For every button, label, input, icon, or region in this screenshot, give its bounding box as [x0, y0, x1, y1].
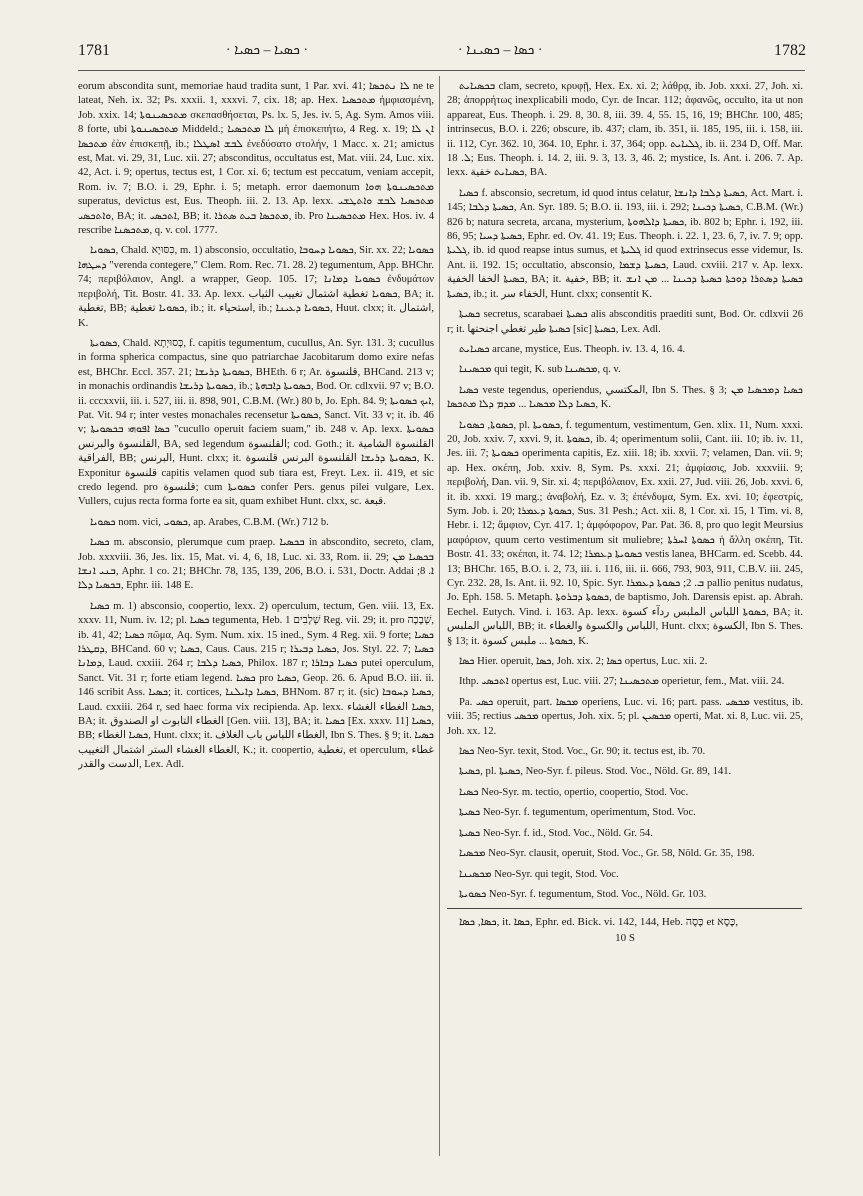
- entry-kesuya-vicus: ܟܣܘܝܐ nom. vici, ܟܣܘܝ, ap. Arabes, C.B.M. (Wr.) 712 b.: [90, 516, 329, 528]
- page-header: [78, 40, 805, 70]
- entry-kesuta-vestimentum: ܟܣܘܬܐ, ܟܣܘܝܐ, pl. ܟܣܘܝܬܐ, f. tegumentum, vestimentum, Gen. xlix. 11, Num. xxxi. 20, Job. xxiv. 7, xxvi. 9, it. ܟܣܘܬܐ, ib. 4; operimentum solii, Cant. iii. 10; ib. iv. 11, Jes. iii. 7; ܟܣܘܝܬܐ operimenta capitis, Ez. xiii. 18; ib. xxvii. 7; velamen, Dan. vii. 9; ap. Hex. σκέπη, Job. xxiv. 8, Sym. Ps. xxxi. 21; ἀμφίασις, Job. xxxviii. 9; περιβολή, Dan. vii. 9, Sir. xi. 4; περιβόλαιον, Ex. xxii. 27, Jud. viii. 26, Job. xxvi. 6, it. ib. xxxi. 19 marg.; ἀναβολή, Ez. v. 3; ἐπένδυμα, Sym. Ex. xvi. 10; ἐφεστρίς, Sym. Job. i. 20; ܟܣܘܬܐ ܕܥܡܪܐ, Sus. 31 Pesh.; Act. xii. 8, 1 Cor. xi. 15, 1 Tim. vi. 8, Hebr. i. 12; ἄμφιον, Cyr. 417. 1; ἀμφόφορον, Par. Pat. 36. 8, pro quo legit Meursius μαφόριον, quum certo vestimentum sit muliebre; ܟܣܘܬܐ ܐܚܪܬܐ ἡ ἄλλη σκέπη, Tit. Bostr. 41. 33; σκέπαι, it. 74. 12; ܟܣܘܝܬܐ ܕܥܡܪܐ vestis lanea, BHCarm. ed. Scebb. 44. 13; BHChr. 165, B.O. i. 2, 73, iii. i. 116, iii. ii. 666, 793, 903, 911, C.B.V. iii. 245, Cyr. 232. 28, Is. Ant. ii. 92. 10, Spic. Syr. ܒ. 2; ܟܣܘܬܐ ܕܥܡܪܐ pallio penitus nudatus, Jo. Eph. 158. 5. Metaph. ܟܣܘܬܐ ܕܒܪܘܬܐ, de baptismo, Joh. Darensis epist. ap. Abrah. Eechel. Eutych. Vind. i. 163. Ap. lexx. ܟܣܘܬܐ اللباس الملبس ردآء كسوة, BA; it. اللباس الملبس, BB; it. اللباس والكسوة والغطاء, Hunt. clxx; الكسوة, Ibn S. Thes. § 13; it. ܟܣܘܬܐ ... ملبس كسوة, K.: [447, 419, 803, 647]
- page-number-right: 1782: [774, 42, 806, 59]
- header-right: [448, 40, 806, 70]
- header-rule: [78, 70, 805, 71]
- left-column: [78, 80, 434, 1156]
- entry-continuation: eorum abscondita sunt, memoriae haud tradita sunt, 1 Par. xvi. 41; ܠܐ ܢܬܟܣܐ ne te lateat, Neh. ix. 32; Ps. xxxii. 1, xxxvi. 7, cix. 18; ap. Hex. ܡܬܟܣܝܐ ἠμφιασμένη, Job. xxix. 14; ܡܬܟܣܝܢܘܬܐ σκεπασθήσεται, Ps. lx. 5, Jes. iv. 5, Ag. Sym. Amos viii. 8 forte, ubi ܡܬܟܣܝܢܘܬܐ Middeld.; ܠܐ ܡܬܟܣܝܐ μὴ ἐπισκεπήτω, 4 Reg. x. 19; ܐܢ ܠܐ ܡܬܟܣܐ ἐὰν ἐπισκεπῇ, ib.; ܠܒܫ ܐܣܛܠܐ ἐνεδύσατο στολήν, 1 Macc. x. 21; amictus est, Mat. vi. 29, 31, Luc. xii. 27; absconditus, occultatus est, Mat. viii. 24, Luc. xix. 42, Act. i. 9; opertus, tectus est, 1 Cor. xi. 6; tectum est peccatum, veniam accepit, Rom. iv. 7; B.O. i. 29, Ephr. i. 5; metaph. error daemonum ܡܬܟܣܝܢܘܬܐ ܗܘܐ superatus, devictus est, Eus. Theoph. iii. 2. 13. Ap. lexx. ܡܬܟܣܝܐ ܠܒܫ ܘܐܬܛܫܝ ܘܐܬܟܣܝ, BA; it. ܐܬܟܣܝ, BB; it. ܡܬܟܣܐ ܒܝܬ ܣܬܪܐ, ib. Pro ܡܬܟܣܝܢܐ Hex. Hos. iv. 4 rescribe ܡܬܟܣܢܐ, q. v. col. 1777.: [78, 81, 434, 237]
- running-head-right: · ܟܣܐ – ܟܣܝܢܐ ·: [458, 43, 543, 58]
- footer-rule: [447, 908, 802, 909]
- entry-neosyr-tegumentum: ܟܣܝܬܐ Neo-Syr. f. tegumentum, operimentum, Stod. Voc.: [459, 807, 696, 819]
- signature-mark: 10 S: [615, 932, 635, 945]
- entry-neosyr-tectio: ܟܣܝܐ Neo-Syr. m. tectio, opertio, coopertio, Stod. Voc.: [459, 786, 689, 798]
- entry-kesya-tegendus: ܟܣܝܐ veste tegendus, operiendus, المكتسي, Ibn S. Thes. § 3; ܟܣܝܐ ܕܡܟܣܝܐ ܡܢ ܟܣܝܐ ܕܠܐ ܡܟܣܝܐ ... ܡܕܡ ܕܠܐ ܡܬܟܣܐ, K.: [447, 384, 803, 411]
- entry-neosyr-texit: ܟܣܐ Neo-Syr. texit, Stod. Voc., Gr. 90; it. tectus est, ib. 70.: [459, 746, 706, 758]
- entry-kesya-operculum: ܟܣܝܐ m. 1) absconsio, coopertio, lexx. 2) operculum, tectum, Gen. viii. 13, Ex. xxxv. 11, Num. iv. 12; pl. ܟܣܝܐ tegumenta, Heb. שְׁלָבִים 1 Reg. vii. 29; it. pro שְׁבָכָה, ib. 41, 42; ܟܣܝܐ πῶμα, Aq. Sym. Num. xix. 15 ined., Sym. 4 Reg. xii. 9 forte; ܟܣܝܐ ܕܩܛܪܐ, BHCand. 60 v; ܟܣܝܐ, Caus. Caus. 215 r; ܟܣܝܐ ܕܒܝܪܐ, Jos. Styl. 22. 7; ܟܣܝܐ ܕܡܐܢܐ, Laud. cxxiii. 264 r; ܟܣܝܐ ܕܠܒܐ, Philox. 187 r; ܟܣܝܐ ܕܒܐܪܐ putei operculum, Sanct. Vit. 31 r; forte etiam legend. ܟܣܝܐ pro ܟܣܝܐ, Geop. 26. 6. Apud B.O. iii. ii. 146 scribit Ass. ܟܣܝܐ; it. cortices, ܟܣܝܐ ܕܐܝܠܢܐ, BHNom. 87 r; it. (sic) ܟܣܝܐ ܕܚܘܒܐ, Laud. cxxiii. 264 r, sed haec forma vix recipienda. Ap. lexx. ܟܣܝܐ الغطاء الغشاء, BA; it. الغطاء التابوت او الصندوق [Gen. viii. 13], BA; it. ܟܣܝܐ [Ex. xxxv. 11] ܟܣܝܐ, BB; ܟܣܝܐ الغطاء, Hunt. clxx; it. الغطاء اللباس باب الغلاف, Ibn S. Thes. § 9; it. ܟܣܝܐ الغطاء الغشاء الستر اشتمال التغييب, K.; it. coopertio, تغطية, et operculum, غطاء الدست والقدر, Lex. Adl.: [78, 600, 434, 771]
- header-left: [78, 40, 436, 70]
- entry-neosyr-clausit: ܡܟܣܝܐ Neo-Syr. clausit, operuit, Stod. Voc., Gr. 58, Nöld. Gr. 35, 198.: [459, 848, 755, 860]
- footer-entry: ܟܣܐ, ܟܣܐ, it. ܟܣܐ, Ephr. ed. Bick. vi. 142, 144, Heb. כֶּסֶה et כֶּסֶא,: [459, 916, 739, 929]
- entry-kesuyta: ܟܣܘܝܬܐ, Chald. כְּסוּיְתָא, f. capitis tegumentum, cucullus, An. Syr. 131. 3; cucullus in forma spherica compactus, sine quo patriarchae Jacobitarum domo exire nefas est, BHChr. Eccl. 357. 21; ܟܣܘܝܬܐ ܕܪܝܫܐ, BHEth. 6 r; Ar. قلنسوة, BHCand. 213 v; in monachis ordinandis ܟܣܘܝܬܐ ܕܪܝܫܐ, ib.; ܟܣܘܝܬܐ ܕܐܒܗܬܐ, Bod. Or. cdlxvii. 97 v; B.O. ii. cccxxvii, iii. i. 527, iii. ii. 898, 901, C.B.M. (Wr.) 80 b, Jo. Eph. 84. 9; ܐܝܟ ܟܣܘܝܬܐ, Pat. Vit. 94 r; inter vestes monachales recensetur ܟܣܘܝܬܐ, Sanct. Vit. 33 v; it. ib. 46 v; ܟܣܐ ܐܦܘܗܝ ܒܟܣܘܝܬܐ "cucullo operuit faciem suam," ib. 248 v. Ap. lexx. ܟܣܘܝܬܐ القلنسوة والبرنس, BA, sed legendum القلنسوة; cod. Goth.; it. القلنسوة الشامية الفراقية, BB; البرنس, Hunt. clxx; it. ܟܣܘܝܬܐ ܕܪܝܫܐ القلنسوة البرنس قلنسوة, K. Exponitur قلنسوة capitis velamen quod sub tiara est, Freyt. Lex. ii. 419, et sic credo legend. pro قلنسوة; cum ܟܣܘܝܬܐ confer Pers. genus pilei vulgare, Lex. Vullers, cujus recta forma forte ea sit, quam exhibet Hunt. clxx, sc. قبعة.: [78, 337, 434, 508]
- entry-kesyta-secretus: ܟܣܝܬܐ secretus, scarabaei ܟܣܝܬܐ alis absconditis praediti sunt, Bod. Or. cdlxvii 26 r; it. ܟܣܝܬܐ طير تغطي اجنحتها [sic] ܟܣܝܬܐ, Lex. Adl.: [447, 309, 803, 335]
- entry-kesyait-arcane: ܟܣܝܐܝܬ arcane, mystice, Eus. Theoph. iv. 13. 4, 16. 4.: [459, 343, 686, 355]
- entry-pa: Pa. ܟܣܝ operuit, part. ܡܟܣܐ operiens, Luc. vi. 16; part. pass. ܡܟܣܝ vestitus, ib. viii. 35; rectius ܡܟܣܝ opertus, Joh. xix. 5; pl. ܡܟܣܝܢ operti, Mat. xi. 8, Luc. vii. 25, Joh. xx. 12.: [447, 696, 803, 737]
- running-head-left: · ܟܣܝܐ – ܟܣܝܐ ·: [226, 43, 309, 58]
- entry-kesa-hier: ܟܣܐ Hier. operuit, ܟܣܐ, Joh. xix. 2; ܟܣܐ opertus, Luc. xii. 2.: [459, 656, 708, 668]
- page-number-left: 1781: [78, 42, 110, 59]
- entry-neosyr-tegumentum-2: ܟܣܘܝܬܐ Neo-Syr. f. tegumentum, Stod. Voc., Nöld. Gr. 103.: [459, 888, 707, 900]
- entry-bkesyait: ܒܟܣܝܐܝܬ clam, secreto, κρυφῇ, Hex. Ex. xi. 2; λάθρᾳ, ib. Job. xxxi. 27, Joh. xi. 28; ἀπορρήτως inexplicabili modo, Cyr. de Incar. 112; ἀφανῶς, occulto, ita ut non appareat, Eus. Theoph. i. 29. 8, 30. 8, iii. 39. 4, 55. 15, 16, 19; BHChr. 100, 485; intrinsecus, B.O. i. 226; obscure, ib. 437; clam, ib. 351, ii. 185, 195, iii. i. 158, iii. ii. 112, Cyr. 362. 10, 364. 10, Ephr. i. 37, 364; opp. ܓܠܝܐܝܬ, ib. ii. 234 D, Off. Mar. ܠ. 18; Eus. Theoph. i. 14. 2, iii. 9. 3, 13. 3, 46. 2; mystice, Is. Ant. i. 206. 7. Ap. lexx. ܟܣܝܐܝܬ خفية, BA.: [447, 81, 803, 179]
- entry-mkasyana: ܡܟܣܝܢܐ qui tegit, K. sub ܡܟܣܝܢܐ, q. v.: [459, 364, 621, 376]
- entry-kesyta-secretum: ܟܣܝܐ f. absconsio, secretum, id quod intus celatur, ܟܣܝܬܐ ܕܠܒܐ ܕܐܢܫܐ, Act. Mart. i. 145; ܟܣܝܬܐ ܕܠܒܐ, An. Syr. 189. 5; B.O. ii. 193, iii. i. 292; ܟܣܝܬܐ ܕܟܝܢܐ, C.B.M. (Wr.) 826 b; natura secreta, arcana, mysterium, ܟܣܝܬܐ ܕܐܠܗܘܬܐ, ib. 802 b; Ephr. i. 192, iii. 86, 95; ܟܣܝܬܐ ܕܚܝܐ, Ephr. ed. Ov. 41. 19; Eus. Theoph. i. 22. 1, 23. 6, 7, iv. 7. 9; opp. ܓܠܝܬܐ, ib. id quod reapse intus sumus, et ܓܠܝܬܐ id quod extrinsecus esse videmur, Is. Ant. ii. 192. 15; occultatio, absconsio, ܟܣܝܬܐ ܕܫܡܐ, Laud. cxviii. 217 v. Ap. lexx. ܟܣܝܬܐ الخفا الخفية, BA; it. خفية, BB; it. ܟܣܝܬܐ ܕܣܬܪܐ ܕܘܟܬܐ ܟܣܝܬܐ ܕܟܝܢܐ ... ܡܢ ܐܢܫ ܟܣܝܬܐ, ib.; it. الخفاء سر, Hunt. clxx; consentit K.: [447, 187, 803, 300]
- right-column: [447, 80, 803, 1156]
- entry-kesya-absconsio: ܟܣܝܐ m. absconsio, plerumque cum praep. ܒܟܣܝܐ in abscondito, secreto, clam, Job. xxxviii. 36, Jes. lix. 15, Mat. vi. 4, 6, 18, Luc. xi. 33, Rom. ii. 29; ܒܟܣܝܐ ܡܢ ܒܢܝ ܐܢܫܐ, Aphr. 1 co. 21; BHChr. 78, 135, 139, 206, B.O. i. 531, Doctr. Addai ܐ. 8; ܒܟܣܝܐ ܕܠܐ, Ephr. iii. 148 E.: [78, 537, 434, 592]
- entry-neosyr-pileus: ܟܣܝܬܐ, pl. ܟܣܝܬܐ, Neo-Syr. f. pileus. Stod. Voc., Nöld. Gr. 89, 141.: [459, 766, 732, 778]
- column-divider: [439, 76, 440, 1156]
- entry-neosyr-id: ܟܣܝܬܐ Neo-Syr. f. id., Stod. Voc., Nöld. Gr. 54.: [459, 827, 653, 839]
- entry-kesuya: ܟܣܘܝܐ, Chald. כִּסּוּיָא, m. 1) absconsio, occultatio, ܟܣܘܝܐ ܕܚܘܒܐ, Sir. xx. 22; ܟܣܘܝܐ ܕܚܛܗܐ "verenda contegere," Clem. Rom. Rec. 71. 28. 2) tegumentum, App. BHChr. 74; περιβόλαιον, Angl. a wrapper, Geop. 105. 17; ܟܣܘܝܐ ܕܡܐܢܐ ἐνδυμάτων περιβολή, Tit. Bostr. 41. 33. Ap. lexx. ܟܣܘܝܐ تغطية اشتمال تغييب الثياب, BA; it. تغطية, BB; ܟܣܘܝܐ تغطية, ib.; it. استحياء, ib.; ܟܣܘܝܐ ܕܥܝܢܐ, Huut. clxx; it. اشتمال, K.: [78, 245, 434, 329]
- entry-neosyr-qui-tegit: ܡܟܣܝܢܐ Neo-Syr. qui tegit, Stod. Voc.: [459, 868, 619, 880]
- entry-ithp: Ithp. ܐܬܟܣܝ opertus est, Luc. viii. 27; ܡܬܟܣܝܢܐ operietur, fem., Mat. viii. 24.: [459, 676, 785, 688]
